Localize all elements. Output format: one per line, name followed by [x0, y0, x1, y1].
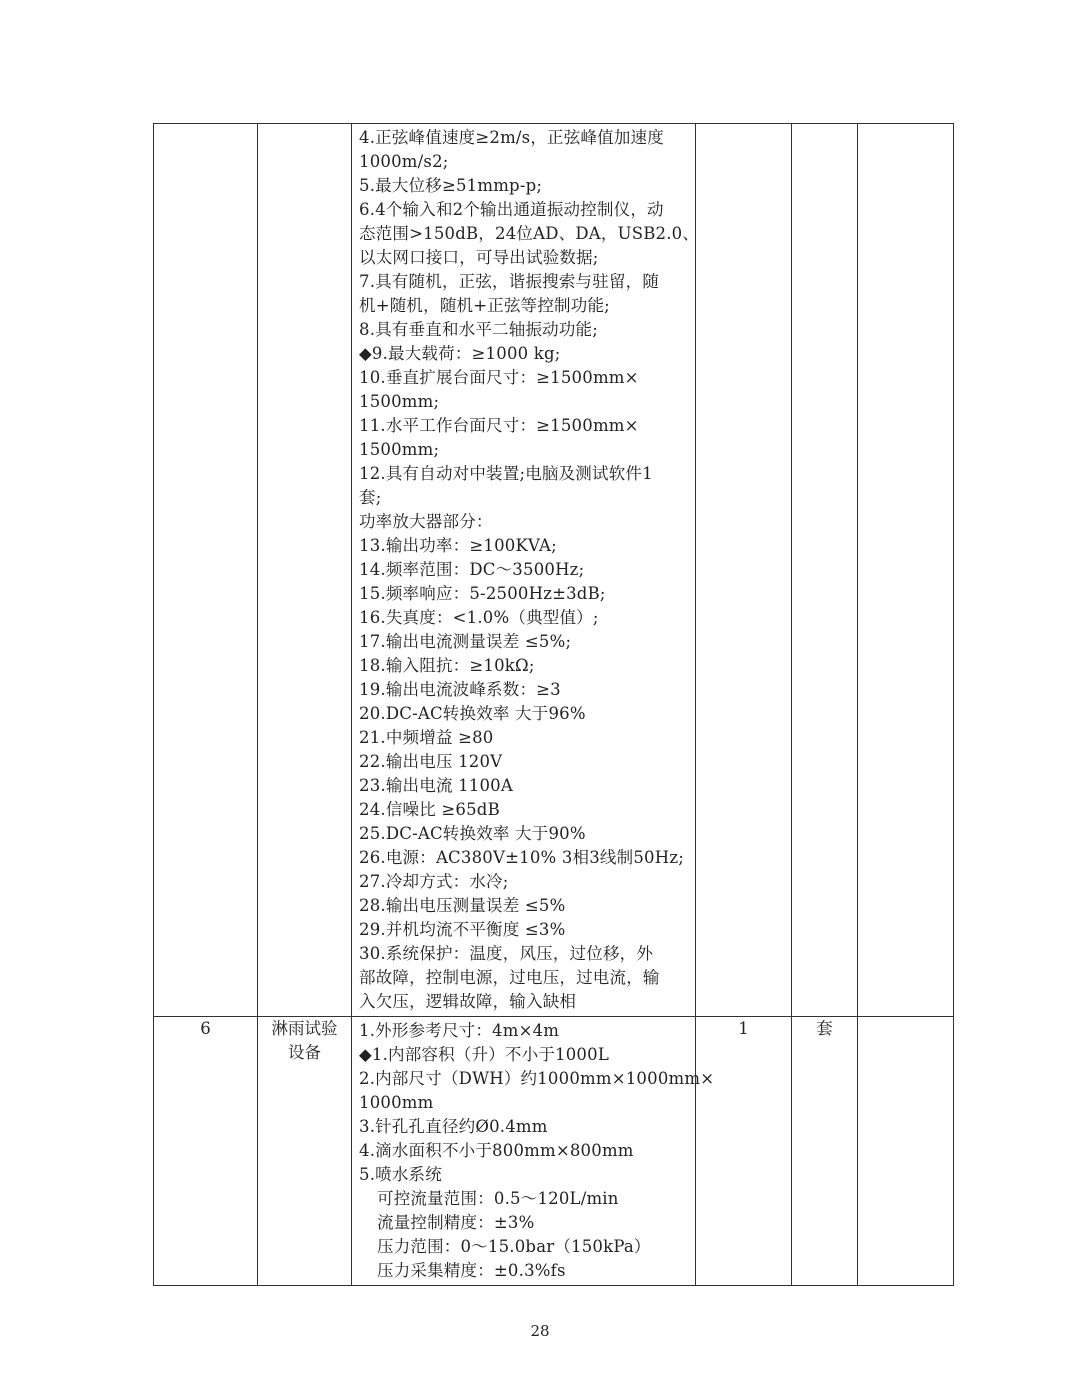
unit: 套 — [816, 1019, 833, 1038]
spec-line: 18.输入阻抗：≥10kΩ; — [359, 656, 535, 675]
page-number: 28 — [530, 1322, 550, 1340]
spec-line: 态范围>150dB，24位AD、DA，USB2.0、 — [359, 224, 700, 243]
spec-line: 以太网口接口，可导出试验数据; — [359, 248, 599, 267]
spec-line: 20.DC-AC转换效率 大于96% — [359, 704, 586, 723]
table-row — [154, 1017, 954, 1286]
name-cell — [258, 124, 352, 1017]
qty-cell — [696, 1017, 792, 1286]
spec-subline: 压力范围：0～15.0bar（150kPa） — [377, 1237, 651, 1256]
spec-line: 1.外形参考尺寸：4m×4m — [359, 1021, 560, 1040]
spec-line: 部故障，控制电源，过电压，过电流，输 — [359, 968, 660, 987]
quantity: 1 — [738, 1019, 749, 1038]
item-name-line: 淋雨试验 — [271, 1019, 338, 1038]
spec-subline: 压力采集精度：±0.3%fs — [377, 1261, 566, 1280]
spec-line: 29.并机均流不平衡度 ≤3% — [359, 920, 566, 939]
spec-line: 8.具有垂直和水平二轴振动功能; — [359, 320, 599, 339]
seq-number: 6 — [200, 1019, 211, 1038]
spec-line: 22.输出电压 120V — [359, 752, 503, 771]
spec-line: 1000mm — [359, 1093, 434, 1112]
spec-line: 5.喷水系统 — [359, 1165, 442, 1184]
table-row — [154, 124, 954, 1017]
spec-line: 26.电源：AC380V±10% 3相3线制50Hz; — [359, 848, 684, 867]
spec-line: 2.内部尺寸（DWH）约1000mm×1000mm× — [359, 1069, 715, 1088]
spec-line: 10.垂直扩展台面尺寸：≥1500mm× — [359, 368, 639, 387]
spec-list — [352, 1017, 715, 1285]
spec-line: 4.滴水面积不小于800mm×800mm — [359, 1141, 634, 1160]
item-name-line: 设备 — [288, 1043, 321, 1062]
spec-line: 17.输出电流测量误差 ≤5%; — [359, 632, 572, 651]
spec-list — [352, 124, 700, 1016]
spec-line: 28.输出电压测量误差 ≤5% — [359, 896, 566, 915]
spec-line: 入欠压，逻辑故障，输入缺相 — [359, 992, 577, 1011]
spec-line: 1500mm; — [359, 440, 440, 459]
seq-cell — [154, 1017, 258, 1286]
spec-line: 25.DC-AC转换效率 大于90% — [359, 824, 586, 843]
spec-line: 机+随机，随机+正弦等控制功能; — [359, 296, 610, 315]
spec-line: 功率放大器部分： — [359, 512, 493, 531]
seq-cell — [154, 124, 258, 1017]
spec-line: 3.针孔孔直径约Ø0.4mm — [359, 1117, 548, 1136]
spec-table — [153, 123, 954, 1286]
spec-line: 23.输出电流 1100A — [359, 776, 513, 795]
qty-cell — [696, 124, 792, 1017]
spec-line: 24.信噪比 ≥65dB — [359, 800, 500, 819]
spec-line: 1000m/s2; — [359, 152, 449, 171]
spec-cell — [352, 1017, 715, 1286]
spec-line: 16.失真度：<1.0%（典型值）; — [359, 608, 599, 627]
spec-line: 30.系统保护：温度，风压，过位移，外 — [359, 944, 654, 963]
spec-line: 11.水平工作台面尺寸：≥1500mm× — [359, 416, 639, 435]
note-cell — [858, 124, 954, 1017]
spec-line: ◆1.内部容积（升）不小于1000L — [359, 1045, 609, 1064]
spec-line: 7.具有随机，正弦，谐振搜索与驻留，随 — [359, 272, 660, 291]
unit-cell — [792, 1017, 858, 1286]
spec-subline: 流量控制精度：±3% — [377, 1213, 535, 1232]
spec-line: ◆9.最大载荷：≥1000 kg; — [359, 344, 561, 363]
spec-line: 5.最大位移≥51mmp-p; — [359, 176, 543, 195]
spec-line: 6.4个输入和2个输出通道振动控制仪，动 — [359, 200, 664, 219]
spec-line: 13.输出功率：≥100KVA; — [359, 536, 557, 555]
spec-line: 15.频率响应：5-2500Hz±3dB; — [359, 584, 606, 603]
spec-line: 27.冷却方式：水冷; — [359, 872, 509, 891]
spec-line: 19.输出电流波峰系数：≥3 — [359, 680, 561, 699]
spec-line: 4.正弦峰值速度≥2m/s，正弦峰值加速度 — [359, 128, 664, 147]
name-cell — [258, 1017, 352, 1286]
unit-cell — [792, 124, 858, 1017]
spec-line: 14.频率范围：DC～3500Hz; — [359, 560, 585, 579]
note-cell — [858, 1017, 954, 1286]
spec-cell — [352, 124, 700, 1017]
spec-line: 21.中频增益 ≥80 — [359, 728, 494, 747]
spec-line: 套; — [359, 488, 382, 507]
spec-line: 1500mm; — [359, 392, 440, 411]
spec-subline: 可控流量范围：0.5～120L/min — [377, 1189, 619, 1208]
spec-line: 12.具有自动对中装置;电脑及测试软件1 — [359, 464, 653, 483]
